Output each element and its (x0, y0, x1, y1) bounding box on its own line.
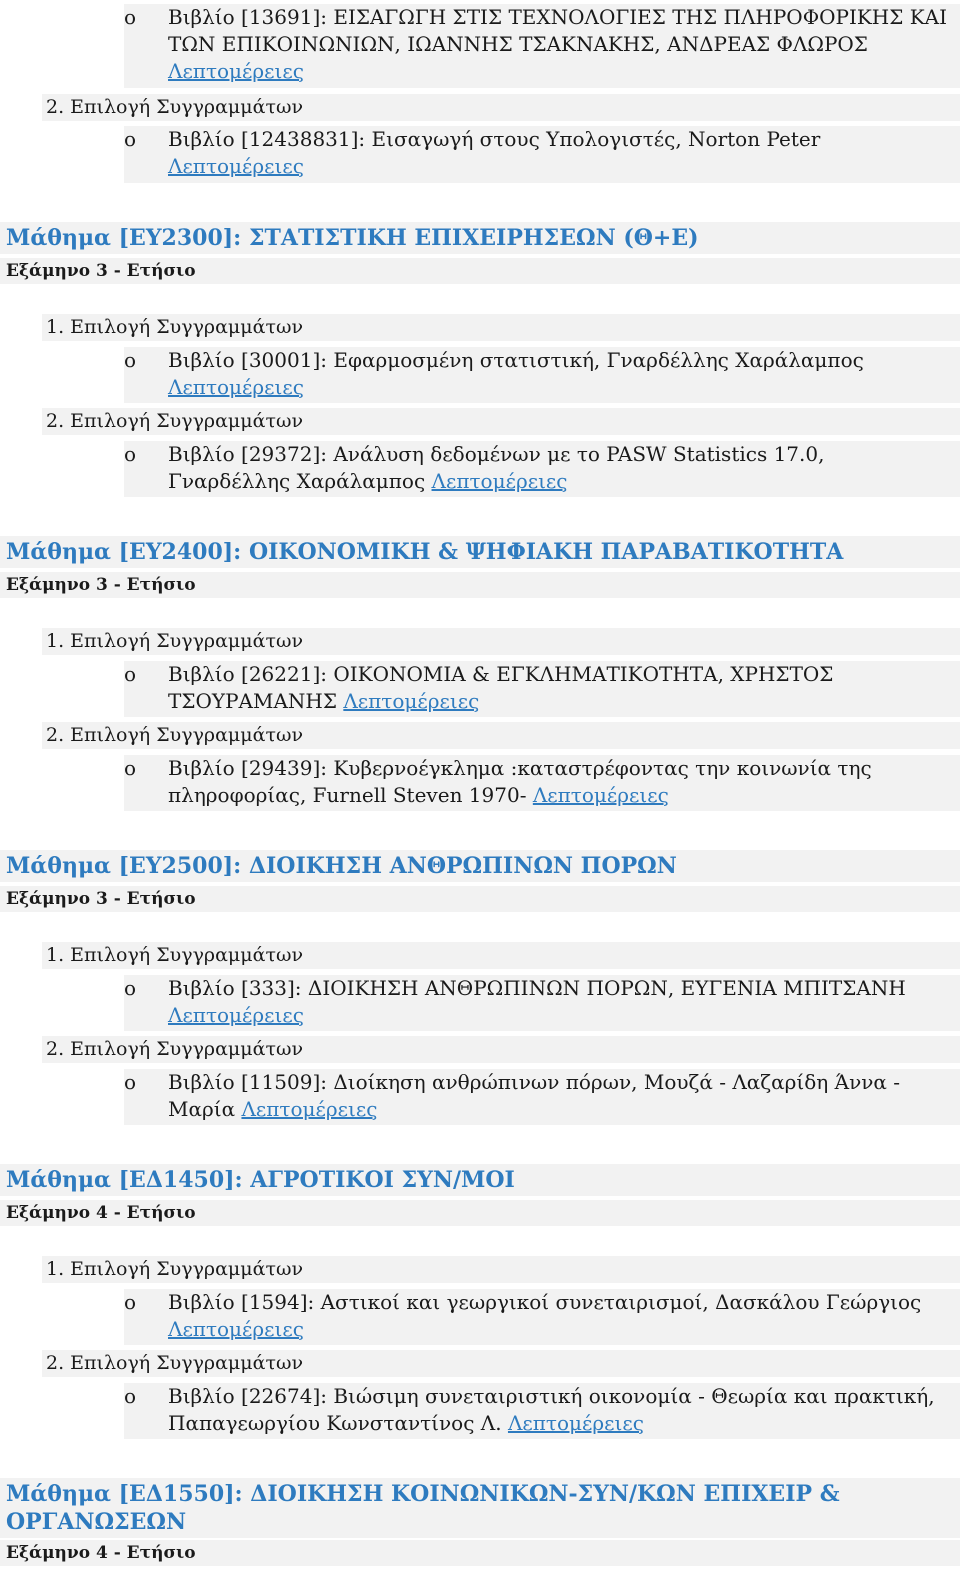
book-entry (124, 347, 960, 403)
course-title: Μάθημα [ΕΔ1550]: ΔΙΟΙΚΗΣΗ ΚΟΙΝΩΝΙΚΩΝ-ΣΥΝ/ΚΩΝ ΕΠΙΧΕΙΡ & ΟΡΓΑΝΩΣΕΩΝ (0, 1478, 960, 1538)
choice-heading: 2. Επιλογή Συγγραμμάτων (42, 1036, 960, 1063)
bullet-icon: o (124, 1070, 137, 1094)
book-entry (124, 975, 960, 1031)
details-link[interactable]: Λεπτομέρειες (532, 783, 669, 807)
book-text: Βιβλίο [29439]: Κυβερνοέγκλημα :καταστρέφοντας την κοινωνία της πληροφορίας, Furnell Steven 1970- (168, 756, 872, 807)
details-link[interactable]: Λεπτομέρειες (168, 154, 304, 178)
bullet-icon: o (124, 1384, 137, 1408)
bullet-icon: o (124, 348, 137, 372)
book-entry (124, 441, 960, 497)
choice-heading: 1. Επιλογή Συγγραμμάτων (42, 942, 960, 969)
book-text: Βιβλίο [11509]: Διοίκηση ανθρώπινων πόρων, Μουζά - Λαζαρίδη Άννα - Μαρία (168, 1070, 901, 1121)
details-link[interactable]: Λεπτομέρειες (241, 1097, 378, 1121)
book-text: Βιβλίο [26221]: ΟΙΚΟΝΟΜΙΑ & ΕΓΚΛΗΜΑΤΙΚΟΤΗΤΑ, ΧΡΗΣΤΟΣ ΤΣΟΥΡΑΜΑΝΗΣ (168, 662, 834, 713)
course-title: Μάθημα [ΕΔ1450]: ΑΓΡΟΤΙΚΟΙ ΣΥΝ/ΜΟΙ (0, 1164, 960, 1196)
bullet-icon: o (124, 662, 137, 686)
course-title: Μάθημα [ΕΥ2500]: ΔΙΟΙΚΗΣΗ ΑΝΘΡΩΠΙΝΩΝ ΠΟΡΩΝ (0, 850, 960, 882)
details-link[interactable]: Λεπτομέρειες (168, 1003, 304, 1027)
book-entry (124, 1069, 960, 1125)
book-entry (124, 1383, 960, 1439)
choice-heading: 2. Επιλογή Συγγραμμάτων (42, 408, 960, 435)
details-link[interactable]: Λεπτομέρειες (431, 469, 568, 493)
details-link[interactable]: Λεπτομέρειες (343, 689, 480, 713)
bullet-icon: o (124, 976, 137, 1000)
details-link[interactable]: Λεπτομέρειες (168, 59, 304, 83)
semester-label: Εξάμηνο 3 - Ετήσιο (0, 572, 960, 598)
book-entry (124, 755, 960, 811)
details-link[interactable]: Λεπτομέρειες (168, 375, 304, 399)
details-link[interactable]: Λεπτομέρειες (168, 1317, 304, 1341)
semester-label: Εξάμηνο 4 - Ετήσιο (0, 1200, 960, 1226)
book-entry (124, 661, 960, 717)
bullet-icon: o (124, 5, 137, 29)
choice-heading: 1. Επιλογή Συγγραμμάτων (42, 1256, 960, 1283)
choice-heading: 2. Επιλογή Συγγραμμάτων (42, 94, 960, 121)
bullet-icon: o (124, 1290, 137, 1314)
bullet-icon: o (124, 756, 137, 780)
book-text: Βιβλίο [30001]: Εφαρμοσμένη στατιστική, Γναρδέλλης Χαράλαμπος (168, 348, 864, 372)
course-title: Μάθημα [ΕΥ2400]: ΟΙΚΟΝΟΜΙΚΗ & ΨΗΦΙΑΚΗ ΠΑΡΑΒΑΤΙΚΟΤΗΤΑ (0, 536, 960, 568)
choice-heading: 2. Επιλογή Συγγραμμάτων (42, 722, 960, 749)
book-text: Βιβλίο [29372]: Ανάλυση δεδομένων με το PASW Statistics 17.0, Γναρδέλλης Χαράλαμπος (168, 442, 825, 493)
semester-label: Εξάμηνο 4 - Ετήσιο (0, 1540, 960, 1566)
book-entry (124, 1289, 960, 1345)
book-text: Βιβλίο [22674]: Βιώσιμη συνεταιριστική οικονομία - Θεωρία και πρακτική, Παπαγεωργίου Κωνσταντίνος Λ. (168, 1384, 935, 1435)
book-entry (124, 4, 960, 88)
bullet-icon: o (124, 127, 137, 151)
choice-heading: 1. Επιλογή Συγγραμμάτων (42, 314, 960, 341)
book-text: Βιβλίο [333]: ΔΙΟΙΚΗΣΗ ΑΝΘΡΩΠΙΝΩΝ ΠΟΡΩΝ, ΕΥΓΕΝΙΑ ΜΠΙΤΣΑΝΗ (168, 976, 906, 1000)
bullet-icon: o (124, 442, 137, 466)
book-text: Βιβλίο [13691]: ΕΙΣΑΓΩΓΗ ΣΤΙΣ ΤΕΧΝΟΛΟΓΙΕΣ ΤΗΣ ΠΛΗΡΟΦΟΡΙΚΗΣ ΚΑΙ ΤΩΝ ΕΠΙΚΟΙΝΩΝΙΩΝ, ΙΩΑΝΝΗΣ ΤΣΑΚΝΑΚΗΣ, ΑΝΔΡΕΑΣ ΦΛΩΡΟΣ (168, 5, 948, 56)
choice-heading: 2. Επιλογή Συγγραμμάτων (42, 1350, 960, 1377)
choice-heading: 1. Επιλογή Συγγραμμάτων (42, 628, 960, 655)
course-title: Μάθημα [ΕΥ2300]: ΣΤΑΤΙΣΤΙΚΗ ΕΠΙΧΕΙΡΗΣΕΩΝ (Θ+Ε) (0, 222, 960, 254)
semester-label: Εξάμηνο 3 - Ετήσιο (0, 258, 960, 284)
details-link[interactable]: Λεπτομέρειες (507, 1411, 644, 1435)
book-text: Βιβλίο [1594]: Αστικοί και γεωργικοί συνεταιρισμοί, Δασκάλου Γεώργιος (168, 1290, 922, 1314)
book-text: Βιβλίο [12438831]: Εισαγωγή στους Υπολογιστές, Norton Peter (168, 127, 821, 151)
book-entry (124, 126, 960, 183)
semester-label: Εξάμηνο 3 - Ετήσιο (0, 886, 960, 912)
